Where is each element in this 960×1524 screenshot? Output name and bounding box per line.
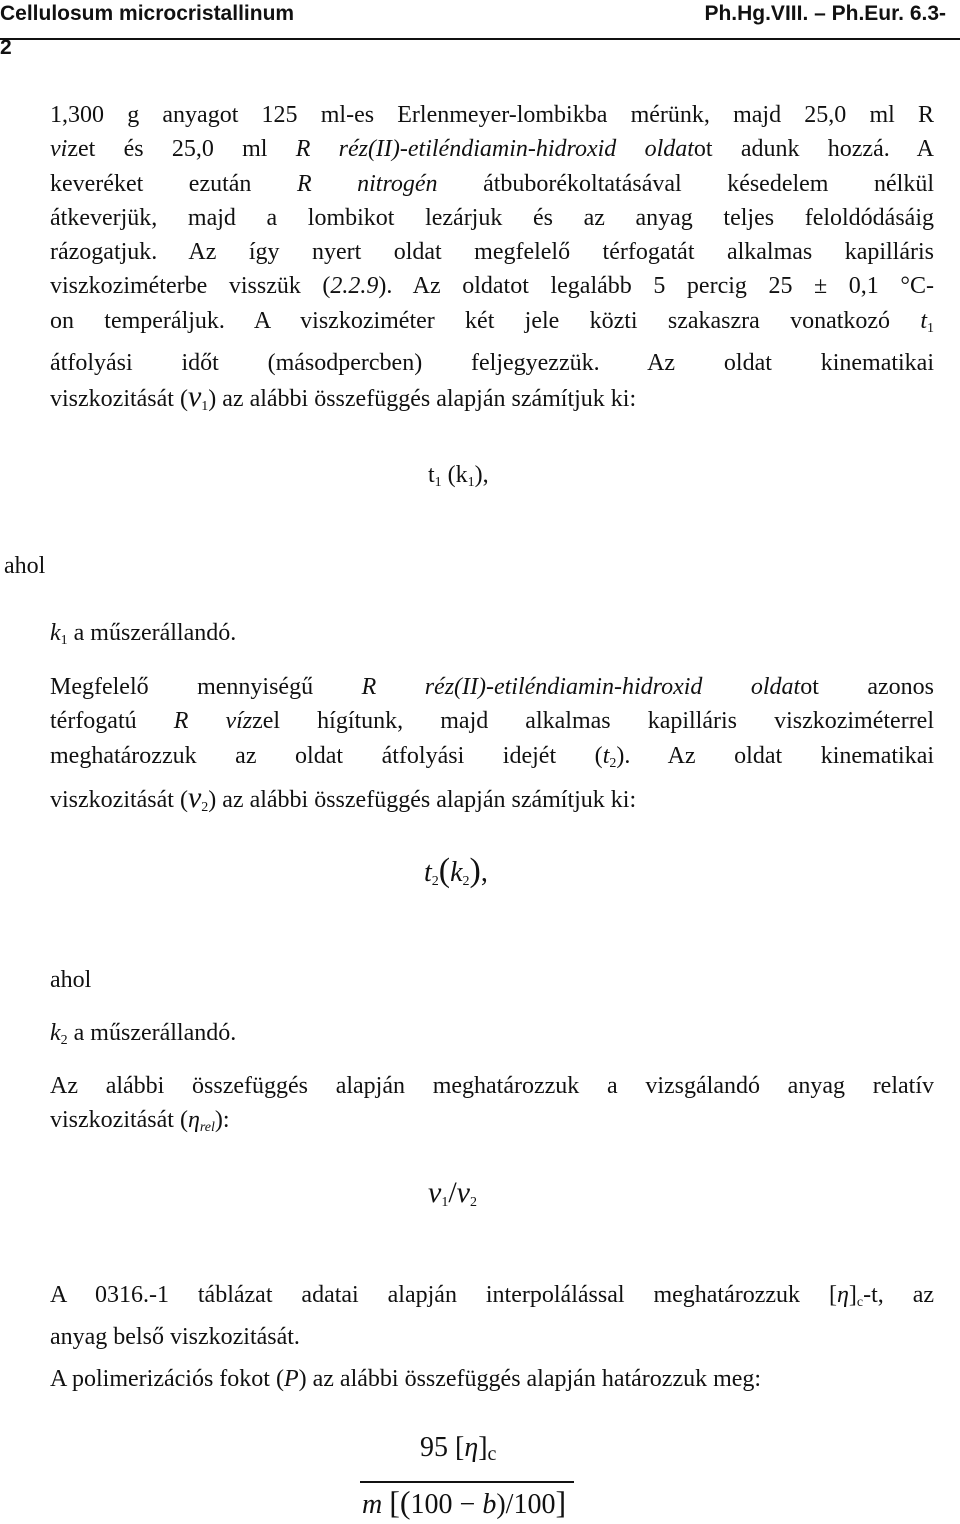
pharmacopoeia-reference: Ph.Hg.VIII. – Ph.Eur. 6.3- — [704, 2, 946, 25]
p1-line-5: rázogatjuk. Az így nyert oldat megfelelő térfogatát alkalmas kapilláris — [50, 239, 934, 266]
ahol-label-2: ahol — [50, 967, 92, 993]
paragraph-1 — [50, 98, 934, 425]
p2-line-4: viszkozitását $(\nu_2)$ az alábbi összefüggés alapján számítjuk ki: — [50, 780, 637, 815]
formula-nu2: $t_2(k_2)$, — [424, 852, 488, 889]
fraction-bar — [360, 1481, 574, 1483]
formula-numerator: 95 $[\eta]_c$ — [420, 1432, 497, 1465]
p4-line-1: A 0316.-1 táblázat adatai alapján interpolálással meghatározzuk $[\eta]_c-t$, az — [50, 1282, 934, 1310]
paragraph-4 — [50, 1278, 934, 1355]
page-header — [0, 0, 960, 40]
p1-line-4: átkeverjük, majd a lombikot lezárjuk és az anyag teljes feloldódásáig — [50, 204, 934, 231]
p1-line-1: 1,300 g anyagot 125 ml-es Erlenmeyer-lombikba mérünk, majd 25,0 ml R — [50, 102, 934, 128]
p4-line-2: anyag belső viszkozitását. — [50, 1324, 300, 1351]
p2-line-3: meghatározzuk az oldat átfolyási idejét $(t_2)$. Az oldat kinematikai — [50, 742, 935, 771]
header-wrap: 2 — [0, 36, 12, 59]
monograph-title: Cellulosum microcristallinum — [0, 2, 295, 25]
formula-relative-viscosity: $\nu_1/\nu_2$ — [428, 1176, 477, 1210]
k1-definition: $k_1$ a műszerállandó. — [50, 620, 237, 648]
p2-line-1: Megfelelő mennyiségű R réz(II)-etiléndiamin-hidroxid oldatot azonos — [50, 674, 935, 700]
p1-line-7: on temperáljuk. A viszkoziméter két jele közti szakaszra vonatkozó $t_1$ — [50, 307, 934, 336]
p1-line-3: keveréket ezután R nitrogén átbuborékoltatásával késedelem nélkül — [50, 170, 934, 197]
p3-line-2: viszkozitását $(\eta_{rel})$: — [50, 1107, 230, 1136]
paragraph-3 — [50, 1069, 934, 1146]
p3-line-1: Az alábbi összefüggés alapján meghatározzuk a vizsgálandó anyag relatív — [50, 1073, 934, 1099]
formula-denominator: m [(100 − b)/100] — [362, 1484, 567, 1520]
ahol-label-1: ahol — [4, 553, 46, 579]
p1-line-8: átfolyási időt (másodpercben) feljegyezzük. Az oldat kinematikai — [50, 350, 934, 377]
p1-line-9: viszkozitását $(\nu_1)$ az alábbi összefüggés alapján számítjuk ki: — [50, 380, 637, 415]
k2-definition: $k_2$ a műszerállandó. — [50, 1020, 237, 1048]
polymerization-sentence: A polimerizációs fokot (P) az alábbi összefüggés alapján határozzuk meg: — [50, 1366, 762, 1392]
p1-line-2: vizet és 25,0 ml R réz(II)-etiléndiamin-hidroxid oldatot adunk hozzá. A — [50, 136, 934, 163]
formula-nu1: $t_1$ $(k_1)$, — [428, 462, 489, 490]
p2-line-2: térfogatú R vízzel hígítunk, majd alkalmas kapilláris viszkoziméterrel — [50, 708, 934, 735]
paragraph-2 — [50, 670, 934, 825]
p1-line-6: viszkoziméterbe visszük (2.2.9). Az oldatot legalább 5 percig 25 ± 0,1 °C- — [50, 273, 934, 300]
